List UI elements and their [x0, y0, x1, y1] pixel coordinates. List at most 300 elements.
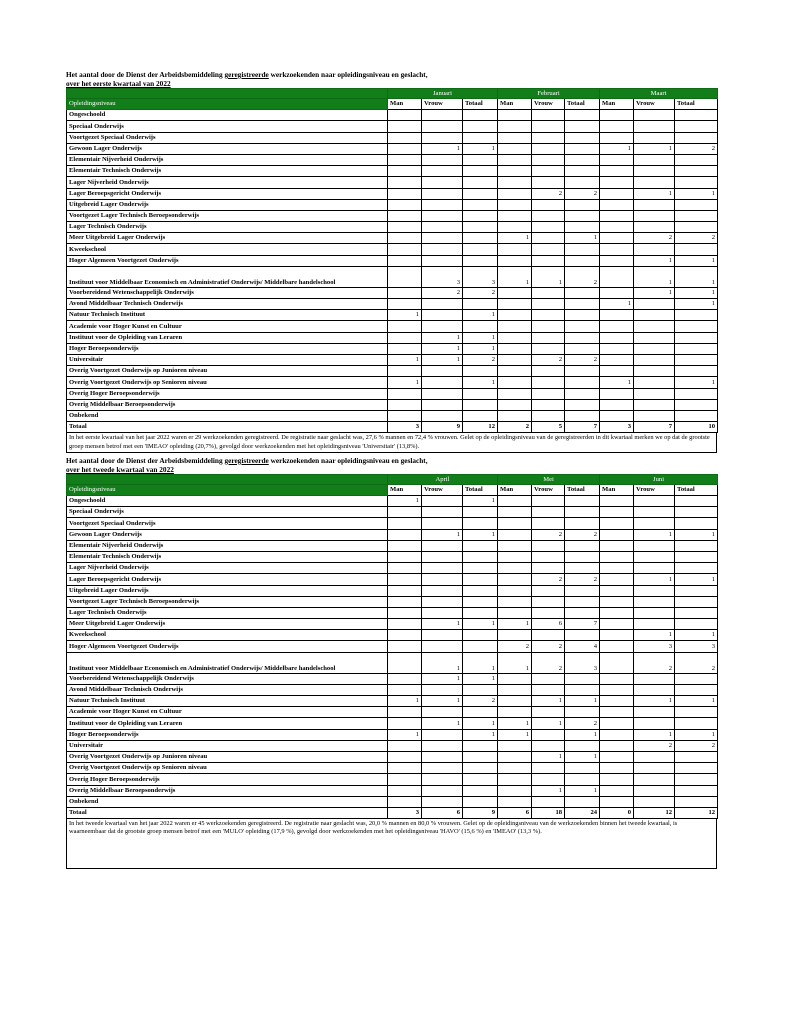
- value-cell: [498, 551, 532, 562]
- value-cell: 2: [565, 354, 600, 365]
- table-row: [67, 177, 718, 188]
- row-label: Voortgezet Speciaal Onderwijs: [67, 132, 388, 143]
- value-cell: 2: [565, 529, 600, 540]
- value-cell: [675, 399, 718, 410]
- value-cell: [422, 684, 463, 695]
- value-cell: [532, 496, 565, 507]
- value-cell: [498, 110, 532, 121]
- value-cell: [498, 366, 532, 377]
- value-cell: [388, 574, 422, 585]
- value-cell: [463, 563, 498, 574]
- table-row: [67, 410, 718, 421]
- value-cell: [565, 410, 600, 421]
- value-cell: [388, 529, 422, 540]
- value-cell: [498, 740, 532, 751]
- value-cell: [498, 774, 532, 785]
- value-cell: 1: [463, 143, 498, 154]
- value-cell: 1: [675, 729, 718, 740]
- value-cell: [600, 132, 634, 143]
- total-row: [67, 422, 718, 433]
- column-header: Man: [600, 484, 634, 495]
- table-row: [67, 563, 718, 574]
- table-title-text-end: werkzoekenden naar opleidingsniveau en geslacht,: [268, 70, 428, 79]
- row-label: Overig Voortgezet Onderwijs op Senioren niveau: [67, 763, 388, 774]
- value-cell: [532, 121, 565, 132]
- value-cell: [532, 607, 565, 618]
- value-cell: [388, 266, 422, 287]
- value-cell: [565, 332, 600, 343]
- table-row: [67, 707, 718, 718]
- total-row: [67, 807, 718, 818]
- value-cell: [634, 585, 675, 596]
- value-cell: [498, 630, 532, 641]
- row-label: Lager Nijverheid Onderwijs: [67, 563, 388, 574]
- table-row: [67, 233, 718, 244]
- value-cell: [422, 188, 463, 199]
- value-cell: [565, 388, 600, 399]
- value-cell: [422, 222, 463, 233]
- table-row: [67, 796, 718, 807]
- value-cell: 2: [565, 574, 600, 585]
- row-label: Kweekschool: [67, 630, 388, 641]
- value-cell: [422, 166, 463, 177]
- value-cell: [600, 740, 634, 751]
- value-cell: [634, 210, 675, 221]
- value-cell: [498, 321, 532, 332]
- value-cell: [498, 574, 532, 585]
- row-label: Ongeschoold: [67, 496, 388, 507]
- value-cell: [634, 718, 675, 729]
- total-value-cell: 0: [600, 807, 634, 818]
- row-label: Hoger Algemeen Voortgezet Onderwijs: [67, 641, 388, 652]
- row-label: Onbekend: [67, 796, 388, 807]
- value-cell: [388, 796, 422, 807]
- row-label: Uitgebreid Lager Onderwijs: [67, 199, 388, 210]
- value-cell: 1: [422, 619, 463, 630]
- value-cell: [422, 607, 463, 618]
- value-cell: [634, 684, 675, 695]
- value-cell: [422, 707, 463, 718]
- total-value-cell: 9: [422, 422, 463, 433]
- value-cell: [675, 132, 718, 143]
- value-cell: [422, 210, 463, 221]
- row-label: Overig Voortgezet Onderwijs op Junioren niveau: [67, 366, 388, 377]
- table-subtitle: [66, 465, 717, 474]
- value-cell: [388, 121, 422, 132]
- value-cell: [565, 287, 600, 298]
- value-cell: [498, 399, 532, 410]
- value-cell: [463, 410, 498, 421]
- value-cell: [565, 774, 600, 785]
- value-cell: [422, 244, 463, 255]
- table-row: [67, 366, 718, 377]
- value-cell: 1: [463, 718, 498, 729]
- value-cell: 1: [498, 718, 532, 729]
- table-row: [67, 244, 718, 255]
- value-cell: [498, 377, 532, 388]
- value-cell: [565, 630, 600, 641]
- value-cell: [532, 707, 565, 718]
- value-cell: [675, 751, 718, 762]
- value-cell: 1: [634, 574, 675, 585]
- value-cell: [498, 299, 532, 310]
- value-cell: [565, 707, 600, 718]
- value-cell: [532, 551, 565, 562]
- table-row: [67, 652, 718, 673]
- value-cell: [463, 222, 498, 233]
- row-label: Natuur Technisch Instituut: [67, 696, 388, 707]
- row-label: Natuur Technisch Instituut: [67, 310, 388, 321]
- value-cell: [565, 110, 600, 121]
- value-cell: [388, 707, 422, 718]
- value-cell: [600, 607, 634, 618]
- value-cell: [463, 751, 498, 762]
- value-cell: [498, 596, 532, 607]
- table-row: [67, 785, 718, 796]
- value-cell: [532, 563, 565, 574]
- value-cell: [565, 496, 600, 507]
- value-cell: [532, 518, 565, 529]
- total-value-cell: 3: [388, 422, 422, 433]
- value-cell: [388, 518, 422, 529]
- value-cell: [675, 210, 718, 221]
- quarter-2-section: [66, 456, 717, 869]
- value-cell: [600, 563, 634, 574]
- column-header: Totaal: [565, 99, 600, 110]
- header-blank-cell: [67, 89, 388, 99]
- value-cell: [600, 244, 634, 255]
- value-cell: [600, 166, 634, 177]
- row-label: Academie voor Hoger Kunst en Cultuur: [67, 321, 388, 332]
- value-cell: [634, 321, 675, 332]
- row-label: Elementair Technisch Onderwijs: [67, 551, 388, 562]
- table-row: [67, 729, 718, 740]
- column-header: Vrouw: [634, 484, 675, 495]
- value-cell: [463, 796, 498, 807]
- value-cell: 1: [422, 332, 463, 343]
- value-cell: 1: [634, 255, 675, 266]
- row-label: Academie voor Hoger Kunst en Cultuur: [67, 707, 388, 718]
- value-cell: [388, 287, 422, 298]
- value-cell: 1: [532, 785, 565, 796]
- value-cell: 2: [634, 233, 675, 244]
- table-row: [67, 540, 718, 551]
- table-title-underlined: geregistreerde: [224, 455, 269, 465]
- value-cell: 1: [463, 673, 498, 684]
- value-cell: 1: [565, 233, 600, 244]
- value-cell: 1: [388, 496, 422, 507]
- table-row: [67, 507, 718, 518]
- value-cell: 1: [634, 696, 675, 707]
- value-cell: [634, 507, 675, 518]
- value-cell: [532, 377, 565, 388]
- row-label: Overig Middelbaar Beroepsonderwijs: [67, 399, 388, 410]
- value-cell: 7: [565, 619, 600, 630]
- table-row: [67, 110, 718, 121]
- value-cell: [600, 673, 634, 684]
- value-cell: [634, 388, 675, 399]
- value-cell: [463, 740, 498, 751]
- value-cell: 3: [565, 652, 600, 673]
- value-cell: [675, 388, 718, 399]
- value-cell: 1: [600, 143, 634, 154]
- value-cell: [600, 266, 634, 287]
- value-cell: [498, 166, 532, 177]
- value-cell: [675, 410, 718, 421]
- total-value-cell: 12: [463, 422, 498, 433]
- value-cell: [634, 496, 675, 507]
- column-header: Man: [498, 484, 532, 495]
- value-cell: 1: [600, 299, 634, 310]
- value-cell: [634, 154, 675, 165]
- value-cell: [498, 199, 532, 210]
- value-cell: 2: [634, 740, 675, 751]
- value-cell: [675, 585, 718, 596]
- value-cell: [634, 310, 675, 321]
- value-cell: [675, 199, 718, 210]
- row-label: Instituut voor Middelbaar Economisch en Administratief Onderwijs/ Middelbare handelschool: [67, 652, 388, 673]
- value-cell: 1: [675, 696, 718, 707]
- value-cell: [422, 199, 463, 210]
- value-cell: [565, 222, 600, 233]
- value-cell: [388, 110, 422, 121]
- value-cell: [565, 210, 600, 221]
- value-cell: [675, 222, 718, 233]
- column-header: Man: [498, 99, 532, 110]
- table-subtitle-text: over het tweede kwartaal van 2022: [66, 464, 174, 474]
- table-row: [67, 143, 718, 154]
- value-cell: [600, 222, 634, 233]
- value-cell: [498, 673, 532, 684]
- row-label: Elementair Technisch Onderwijs: [67, 166, 388, 177]
- row-label: Overig Voortgezet Onderwijs op Senioren niveau: [67, 377, 388, 388]
- value-cell: [565, 321, 600, 332]
- value-cell: [463, 399, 498, 410]
- row-label: Meer Uitgebreid Lager Onderwijs: [67, 619, 388, 630]
- row-label: Overig Hoger Beroepsonderwijs: [67, 388, 388, 399]
- value-cell: 1: [422, 343, 463, 354]
- table-title: [66, 456, 717, 465]
- value-cell: [388, 222, 422, 233]
- value-cell: [600, 540, 634, 551]
- value-cell: [463, 785, 498, 796]
- summary-note: In het eerste kwartaal van het jaar 2022 waren er 29 werkzoekenden geregistreerd. De registratie naar geslacht was, 27,6 % mannen en 72,4 % vrouwen. Gelet op de opleidingsniveau van de geregistreerden in dit kwartaal merken we op dat de grootste groep mensen betrof met een 'IMEAO' opleiding (20,7%), gevolgd door werkzoekenden met het opleidingsniveau 'Universitair' (13,8%).: [66, 433, 717, 453]
- value-cell: [634, 343, 675, 354]
- value-cell: [388, 763, 422, 774]
- value-cell: [565, 244, 600, 255]
- row-label: Kweekschool: [67, 244, 388, 255]
- value-cell: [600, 641, 634, 652]
- table-row: [67, 529, 718, 540]
- value-cell: [565, 310, 600, 321]
- value-cell: [422, 751, 463, 762]
- value-cell: [532, 343, 565, 354]
- table-row: [67, 154, 718, 165]
- table-row: [67, 310, 718, 321]
- value-cell: 2: [675, 740, 718, 751]
- value-cell: [388, 154, 422, 165]
- value-cell: 1: [463, 652, 498, 673]
- value-cell: [675, 354, 718, 365]
- column-header: Totaal: [675, 99, 718, 110]
- value-cell: [600, 652, 634, 673]
- value-cell: [422, 121, 463, 132]
- value-cell: 1: [388, 377, 422, 388]
- table-row: [67, 619, 718, 630]
- value-cell: [388, 233, 422, 244]
- value-cell: [565, 154, 600, 165]
- row-label: Avond Middelbaar Technisch Onderwijs: [67, 299, 388, 310]
- row-label: Hoger Beroepsonderwijs: [67, 729, 388, 740]
- value-cell: [498, 143, 532, 154]
- table-row: [67, 763, 718, 774]
- table-row: [67, 496, 718, 507]
- value-cell: 1: [532, 751, 565, 762]
- table-subtitle-text: over het eerste kwartaal van 2022: [66, 79, 171, 88]
- value-cell: [675, 177, 718, 188]
- column-header: Vrouw: [634, 99, 675, 110]
- value-cell: 1: [463, 529, 498, 540]
- value-cell: [565, 518, 600, 529]
- value-cell: [498, 177, 532, 188]
- value-cell: [498, 210, 532, 221]
- value-cell: 1: [422, 354, 463, 365]
- value-cell: 1: [675, 188, 718, 199]
- value-cell: 2: [463, 696, 498, 707]
- value-cell: [422, 540, 463, 551]
- value-cell: [675, 518, 718, 529]
- value-cell: [498, 121, 532, 132]
- summary-note: In het tweede kwartaal van het jaar 2022 waren er 45 werkzoekenden geregistreerd. De registratie naar geslacht was, 20,0 % mannen en 80,0 % vrouwen. Gelet op de opleidingsniveau van de werkzoekenden binnen het tweede kwartaal, is waarneembaar dat de grootste groep mensen betrof met een 'MULO' opleiding (17,9 %), gevolgd door werkzoekenden met het opleidingsniveau 'HAVO' (15,6 %) en 'IMEAO' (13,3 %).: [66, 819, 717, 869]
- value-cell: [463, 121, 498, 132]
- table-row: [67, 132, 718, 143]
- total-value-cell: 3: [388, 807, 422, 818]
- value-cell: [532, 310, 565, 321]
- value-cell: [388, 343, 422, 354]
- value-cell: 2: [675, 233, 718, 244]
- value-cell: [463, 366, 498, 377]
- value-cell: 3: [634, 641, 675, 652]
- value-cell: [634, 377, 675, 388]
- value-cell: [675, 684, 718, 695]
- row-label: Overig Middelbaar Beroepsonderwijs: [67, 785, 388, 796]
- value-cell: [565, 399, 600, 410]
- value-cell: [532, 110, 565, 121]
- value-cell: [463, 630, 498, 641]
- row-label: Voorbereidend Wetenschappelijk Onderwijs: [67, 673, 388, 684]
- value-cell: [388, 132, 422, 143]
- table-row: [67, 684, 718, 695]
- value-cell: 1: [675, 630, 718, 641]
- table-row: [67, 673, 718, 684]
- value-cell: 1: [422, 529, 463, 540]
- value-cell: [422, 388, 463, 399]
- value-cell: [463, 684, 498, 695]
- value-cell: [634, 540, 675, 551]
- value-cell: [388, 199, 422, 210]
- value-cell: [463, 255, 498, 266]
- value-cell: [634, 551, 675, 562]
- value-cell: [422, 177, 463, 188]
- value-cell: 1: [532, 718, 565, 729]
- value-cell: [634, 596, 675, 607]
- row-label: Universitair: [67, 354, 388, 365]
- value-cell: [498, 132, 532, 143]
- row-label: Gewoon Lager Onderwijs: [67, 143, 388, 154]
- value-cell: [388, 321, 422, 332]
- table-row: [67, 377, 718, 388]
- column-header: Man: [388, 99, 422, 110]
- value-cell: 2: [565, 266, 600, 287]
- total-value-cell: 6: [422, 807, 463, 818]
- value-cell: [634, 774, 675, 785]
- table-row: [67, 166, 718, 177]
- value-cell: 1: [463, 377, 498, 388]
- column-header: Vrouw: [422, 484, 463, 495]
- value-cell: [600, 518, 634, 529]
- value-cell: 1: [498, 729, 532, 740]
- row-header-label: Opleidingsniveau: [67, 99, 388, 110]
- value-cell: [388, 551, 422, 562]
- value-cell: [388, 596, 422, 607]
- total-value-cell: 5: [532, 422, 565, 433]
- value-cell: 1: [675, 377, 718, 388]
- value-cell: [422, 496, 463, 507]
- value-cell: [565, 585, 600, 596]
- value-cell: [600, 619, 634, 630]
- value-cell: 2: [634, 652, 675, 673]
- table-row: [67, 255, 718, 266]
- value-cell: [498, 354, 532, 365]
- value-cell: 2: [532, 354, 565, 365]
- value-cell: [498, 607, 532, 618]
- value-cell: [498, 684, 532, 695]
- value-cell: 1: [388, 354, 422, 365]
- row-label: Overig Voortgezet Onderwijs op Junioren niveau: [67, 751, 388, 762]
- value-cell: [422, 518, 463, 529]
- value-cell: [532, 410, 565, 421]
- value-cell: [422, 551, 463, 562]
- value-cell: 1: [600, 377, 634, 388]
- value-cell: 2: [463, 287, 498, 298]
- value-cell: [422, 366, 463, 377]
- value-cell: [600, 796, 634, 807]
- value-cell: [498, 585, 532, 596]
- value-cell: 6: [532, 619, 565, 630]
- value-cell: 1: [532, 266, 565, 287]
- table-row: [67, 299, 718, 310]
- value-cell: [634, 222, 675, 233]
- total-value-cell: 7: [565, 422, 600, 433]
- table-title-text: Het aantal door de Dienst der Arbeidsbemiddeling: [66, 70, 225, 79]
- total-label: Totaal: [67, 807, 388, 818]
- value-cell: [463, 199, 498, 210]
- row-label: Lager Beroepsgericht Onderwijs: [67, 574, 388, 585]
- value-cell: [675, 366, 718, 377]
- value-cell: [463, 233, 498, 244]
- value-cell: [532, 199, 565, 210]
- value-cell: [388, 177, 422, 188]
- value-cell: [634, 199, 675, 210]
- value-cell: [600, 574, 634, 585]
- value-cell: [634, 121, 675, 132]
- value-cell: [388, 718, 422, 729]
- value-cell: 1: [675, 529, 718, 540]
- value-cell: 2: [532, 188, 565, 199]
- value-cell: [675, 343, 718, 354]
- header-blank-cell: [67, 474, 388, 484]
- value-cell: 1: [498, 233, 532, 244]
